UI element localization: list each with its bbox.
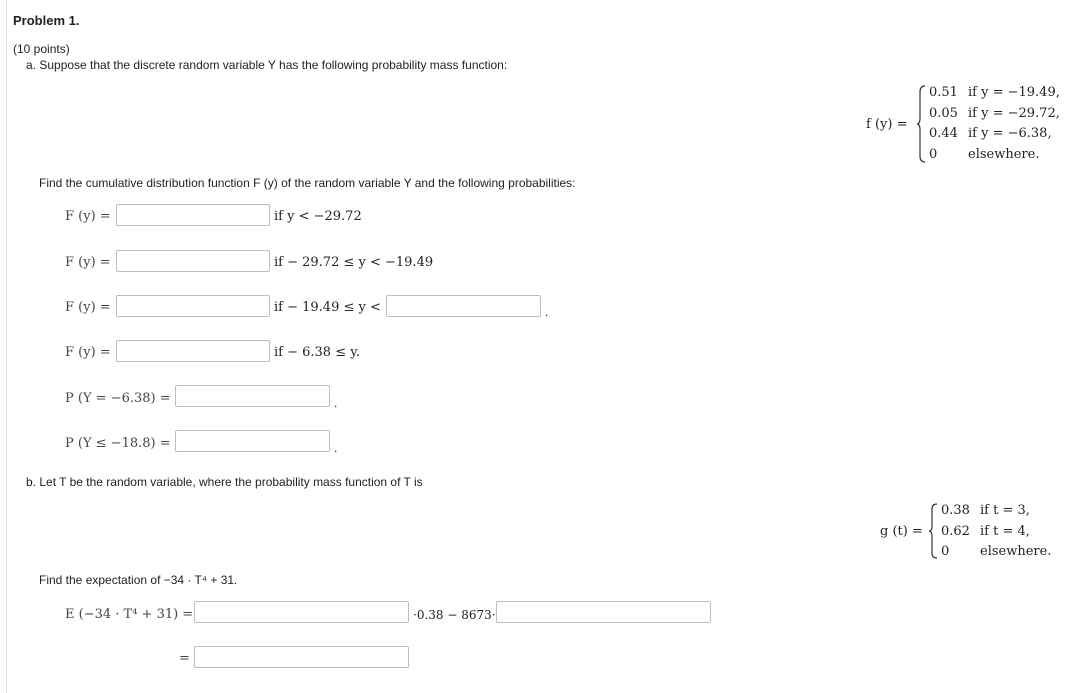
pmf-f-row-4-value: 0 — [929, 147, 938, 162]
pmf-f-lhs: f (y) = — [866, 117, 908, 132]
expect-lhs: E (−34 · T⁴ + 31) = — [65, 607, 194, 622]
part-b-intro: b. Let T be the random variable, where the probability mass function of T is — [26, 475, 423, 489]
prob-row-2-input[interactable] — [175, 430, 330, 452]
expect-input-1[interactable] — [194, 601, 409, 623]
cdf-row-1-cond: if y < −29.72 — [274, 209, 362, 224]
pmf-g-row-3-value: 0 — [941, 544, 950, 559]
pmf-f-row-1-value: 0.51 — [929, 85, 958, 100]
expect-result-input[interactable] — [194, 646, 409, 668]
cdf-row-4-cond: if − 6.38 ≤ y. — [274, 345, 360, 360]
pmf-f-row-1-cond: if y = −19.49, — [968, 85, 1060, 100]
pmf-g-brace — [929, 502, 939, 560]
cdf-row-2-cond: if − 29.72 ≤ y < −19.49 — [274, 255, 434, 270]
cdf-row-3-upper-bound-input[interactable] — [386, 295, 541, 317]
cdf-row-3-input[interactable] — [116, 295, 270, 317]
prob-row-2-period: . — [334, 441, 338, 455]
part-a-intro: a. Suppose that the discrete random variable Y has the following probability mass function: — [26, 58, 508, 72]
prob-row-1-input[interactable] — [175, 385, 330, 407]
pmf-f-row-3-cond: if y = −6.38, — [968, 126, 1052, 141]
expect-middle-term: ·0.38 − 8673· — [413, 608, 496, 622]
pmf-g-lhs: g (t) = — [880, 524, 923, 539]
pmf-f-brace — [917, 84, 927, 164]
prob-row-1-lhs: P (Y = −6.38) = — [65, 391, 171, 406]
cdf-row-3-cond: if − 19.49 ≤ y < — [274, 300, 381, 315]
cdf-row-4-lhs: F (y) = — [65, 345, 111, 360]
cdf-row-2-input[interactable] — [116, 250, 270, 272]
cdf-row-1-input[interactable] — [116, 204, 270, 226]
expect-instruction: Find the expectation of −34 · T⁴ + 31. — [39, 573, 238, 587]
pmf-g-row-3-cond: elsewhere. — [980, 544, 1052, 559]
pmf-g-row-1-value: 0.38 — [941, 503, 970, 518]
cdf-row-3-lhs: F (y) = — [65, 300, 111, 315]
pmf-f-row-4-cond: elsewhere. — [968, 147, 1040, 162]
pmf-f-row-2-cond: if y = −29.72, — [968, 106, 1060, 121]
cdf-row-4-input[interactable] — [116, 340, 270, 362]
points-label: (10 points) — [13, 42, 70, 56]
prob-row-1-period: . — [334, 396, 338, 410]
problem-title: Problem 1. — [13, 13, 80, 28]
cdf-row-3-period: . — [545, 305, 549, 319]
pmf-f-row-3-value: 0.44 — [929, 126, 958, 141]
cdf-row-1-lhs: F (y) = — [65, 209, 111, 224]
pmf-g-row-2-value: 0.62 — [941, 524, 970, 539]
expect-equals-sign: = — [179, 651, 190, 666]
pmf-g-row-1-cond: if t = 3, — [980, 503, 1030, 518]
cdf-row-2-lhs: F (y) = — [65, 255, 111, 270]
expect-input-2[interactable] — [496, 601, 711, 623]
pmf-g-row-2-cond: if t = 4, — [980, 524, 1030, 539]
cdf-instruction: Find the cumulative distribution function F (y) of the random variable Y and the following probabilities: — [39, 176, 576, 190]
prob-row-2-lhs: P (Y ≤ −18.8) = — [65, 436, 171, 451]
pmf-f-row-2-value: 0.05 — [929, 106, 958, 121]
